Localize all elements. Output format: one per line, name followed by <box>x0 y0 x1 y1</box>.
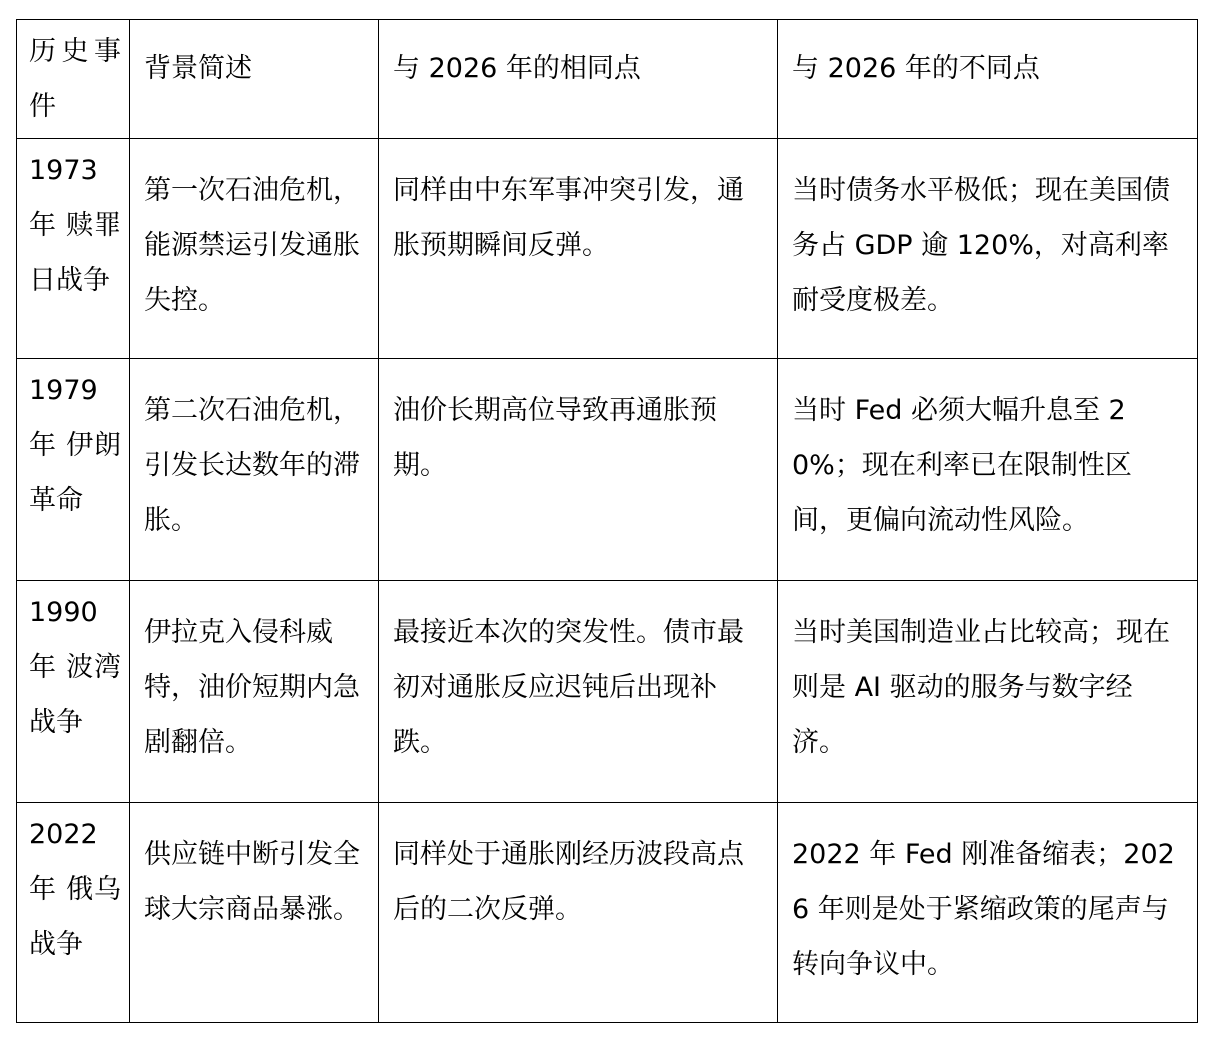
differences-cell: 当时美国制造业占比较高；现在则是 AI 驱动的服务与数字经济。 <box>778 581 1198 803</box>
event-cell: 1990 年 波湾战争 <box>17 581 130 803</box>
similarities-cell: 最接近本次的突发性。债市最初对通胀反应迟钝后出现补跌。 <box>379 581 778 803</box>
table-row <box>17 803 1198 1023</box>
table-header-row <box>17 20 1198 139</box>
header-cell-similarities: 与 2026 年的相同点 <box>379 20 778 139</box>
header-cell-differences: 与 2026 年的不同点 <box>778 20 1198 139</box>
table-row <box>17 581 1198 803</box>
background-cell: 供应链中断引发全球大宗商品暴涨。 <box>130 803 379 1023</box>
background-cell: 伊拉克入侵科威特，油价短期内急剧翻倍。 <box>130 581 379 803</box>
similarities-cell: 同样处于通胀刚经历波段高点后的二次反弹。 <box>379 803 778 1023</box>
table-row <box>17 359 1198 581</box>
table-row <box>17 139 1198 359</box>
differences-cell: 当时 Fed 必须大幅升息至 20%；现在利率已在限制性区间，更偏向流动性风险。 <box>778 359 1198 581</box>
header-cell-background: 背景简述 <box>130 20 379 139</box>
background-cell: 第二次石油危机，引发长达数年的滞胀。 <box>130 359 379 581</box>
historical-comparison-table <box>16 19 1198 1023</box>
event-cell: 1979 年 伊朗革命 <box>17 359 130 581</box>
event-cell: 2022 年 俄乌战争 <box>17 803 130 1023</box>
differences-cell: 当时债务水平极低；现在美国债务占 GDP 逾 120%，对高利率耐受度极差。 <box>778 139 1198 359</box>
header-cell-event: 历史事件 <box>17 20 130 139</box>
background-cell: 第一次石油危机，能源禁运引发通胀失控。 <box>130 139 379 359</box>
similarities-cell: 油价长期高位导致再通胀预期。 <box>379 359 778 581</box>
similarities-cell: 同样由中东军事冲突引发，通胀预期瞬间反弹。 <box>379 139 778 359</box>
comparison-table-container <box>16 19 1197 1023</box>
event-cell: 1973 年 赎罪日战争 <box>17 139 130 359</box>
differences-cell: 2022 年 Fed 刚准备缩表；2026 年则是处于紧缩政策的尾声与转向争议中。 <box>778 803 1198 1023</box>
